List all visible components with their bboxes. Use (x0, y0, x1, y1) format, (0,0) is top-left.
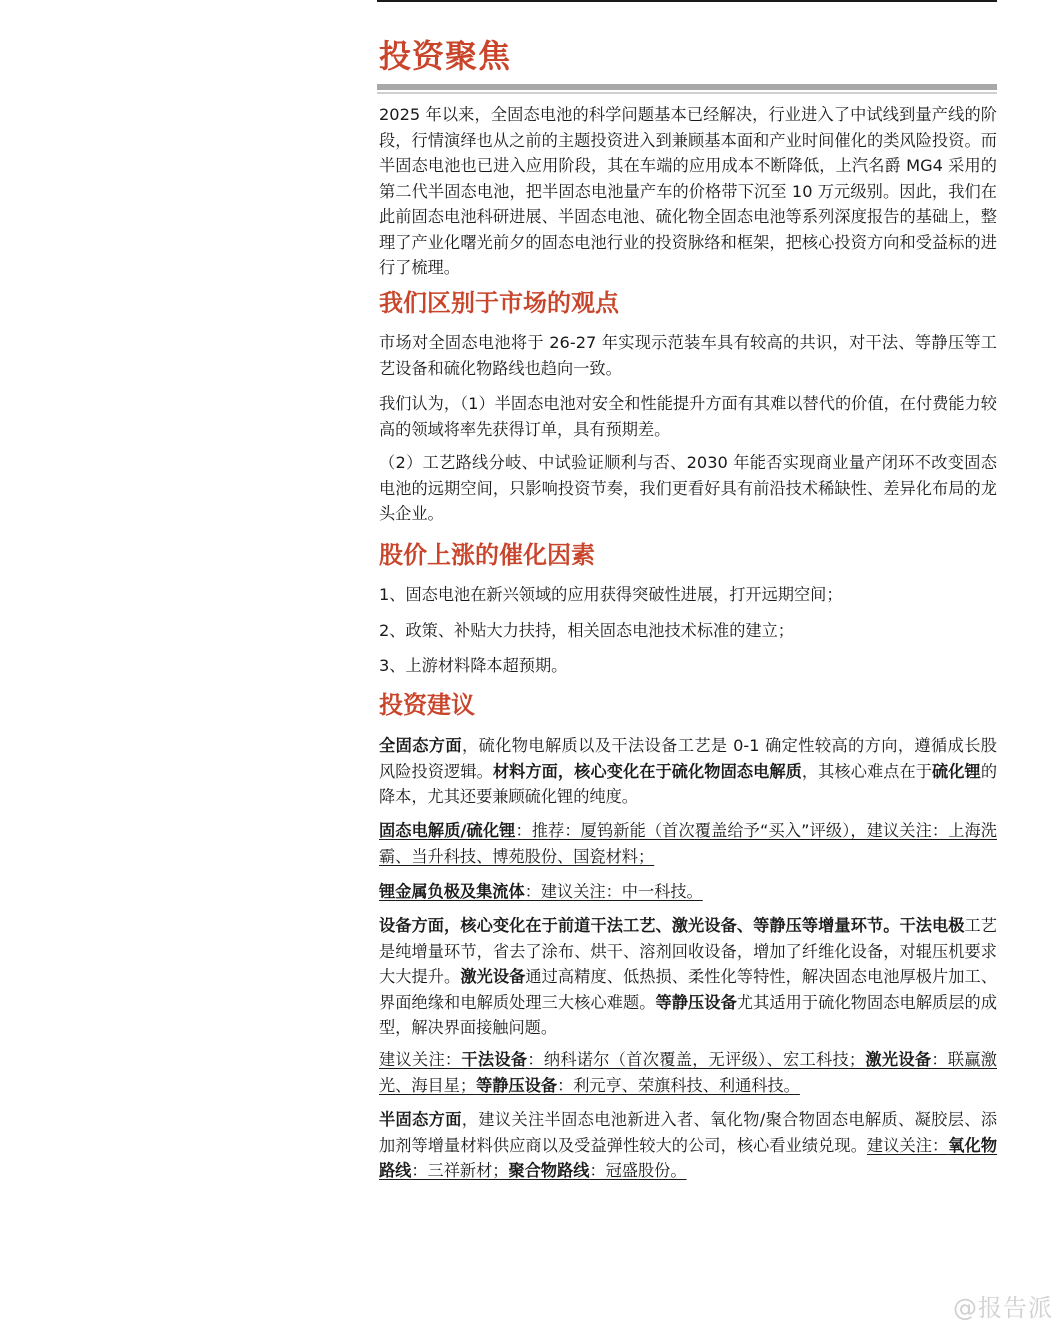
advice-electrolyte-paragraph (379, 818, 997, 869)
catalyst-item-3: 3、上游材料降本超预期。 (379, 656, 568, 675)
text-run: 的降本，尤其还要兼顾硫化锂的纯度。 (379, 761, 998, 806)
advice-semi-paragraph (379, 1107, 997, 1184)
advice-solid-paragraph (379, 733, 997, 810)
page-title: 投资聚焦 (379, 37, 512, 75)
bold-term: 锂金属负极及集流体 (379, 882, 525, 901)
bold-term: 材料方面，核心变化在于硫化物固态电解质 (492, 761, 802, 781)
catalyst-item-2: 2、政策、补贴大力扶持，相关固态电池技术标准的建立； (379, 621, 794, 640)
bold-term: 激光设备 (865, 1050, 932, 1069)
text-run: ：联赢激光、海目星； (379, 1050, 997, 1095)
view-paragraph-1: 市场对全固态电池将于 26-27 年实现示范装车具有较高的共识，对干法、等静压等工艺设备和硫化物路线也趋向一致。 (379, 333, 997, 378)
text-run: ，硫化物电解质以及干法设备工艺是 0-1 确定性较高的方向，遵循成长股风险投资逻辑。 (379, 736, 997, 781)
intro-paragraph: 2025 年以来，全固态电池的科学问题基本已经解决，行业进入了中试线到量产线的阶段，行情演绎也从之前的主题投资进入到兼顾基本面和产业时间催化的类风险投资。而半固态电池也已进入应用阶段，其在车端的应用成本不断降低，上汽名爵 MG4 采用的第二代半固态电池，把半固态电池量产车的价格带下沉至 10 万元级别。因此，我们在此前固态电池科研进展、半固态电池、硫化物全固态电池等系列深度报告的基础上，整理了产业化曙光前夕的固态电池行业的投资脉络和框架，把核心投资方向和受益标的进行了梳理。 (379, 105, 997, 277)
section-heading-advice: 投资建议 (379, 691, 475, 719)
text-run: ：冠盛股份。 (589, 1161, 687, 1180)
section-heading-view: 我们区别于市场的观点 (379, 289, 619, 317)
title-divider-thin (377, 92, 997, 94)
text-run: ：利元亨、荣旗科技、利通科技。 (557, 1075, 800, 1095)
text-run: 通过高精度、低热损、柔性化等特性，解决固态电池厚极片加工、界面绝缘和电解质处理三大核心难题。 (379, 967, 998, 1012)
text-run: ：三祥新材； (411, 1161, 509, 1180)
bold-term: 等静压设备 (476, 1075, 558, 1095)
bold-term: 全固态方面 (379, 736, 462, 755)
bold-term: 半固态方面 (379, 1110, 462, 1129)
advice-equipment-paragraph (379, 913, 997, 1041)
view-paragraph-2: 我们认为，（1）半固态电池对安全和性能提升方面有其难以替代的价值，在付费能力较高的领域将率先获得订单，具有预期差。 (379, 394, 997, 439)
catalyst-item-1: 1、固态电池在新兴领域的应用获得突破性进展，打开远期空间； (379, 585, 843, 604)
text-run: ：建议关注：中一科技。 (524, 882, 703, 901)
text-run: 建议关注： (379, 1050, 462, 1069)
bold-term: 固态电解质/硫化锂 (379, 821, 516, 840)
text-run: ，建议关注半固态电池新进入者、氧化物/聚合物固态电解质、凝胶层、添加剂等增量材料供应商以及受益弹性较大的公司，核心看业绩兑现。 (379, 1110, 998, 1155)
title-divider (377, 84, 997, 90)
advice-equipment-picks-paragraph (379, 1047, 997, 1098)
text-run: ，其核心难点在于 (801, 761, 933, 781)
bold-term: 聚合物路线 (508, 1161, 590, 1180)
top-rule (377, 0, 997, 2)
text-run: ：推荐：厦钨新能（首次覆盖给予“买入”评级），建议关注：上海洗霸、当升科技、博苑股份、国瓷材料； (379, 821, 997, 866)
bold-term: 硫化锂 (932, 761, 981, 781)
bold-term: 干法设备 (461, 1050, 528, 1069)
view-paragraph-3: （2）工艺路线分岐、中试验证顺利与否、2030 年能否实现商业量产闭环不改变固态电池的远期空间，只影响投资节奏，我们更看好具有前沿技术稀缺性、差异化布局的龙头企业。 (379, 453, 997, 523)
bold-term: 设备方面，核心变化在于前道干法工艺、激光设备、等静压等增量环节。干法电极 (379, 916, 965, 935)
watermark: @报告派 (953, 1294, 1053, 1322)
bold-term: 氧化物路线 (379, 1135, 998, 1180)
text-run: ：纳科诺尔（首次覆盖，无评级）、宏工科技； (527, 1050, 866, 1069)
bold-term: 等静压设备 (655, 992, 737, 1012)
text-run: 建议关注： (866, 1135, 949, 1155)
text-run: 工艺是纯增量环节，省去了涂布、烘干、溶剂回收设备，增加了纤维化设备，对辊压机要求大大提升。 (379, 916, 997, 986)
text-run: 尤其适用于硫化物固态电解质层的成型，解决界面接触问题。 (379, 992, 998, 1037)
advice-anode-paragraph (379, 879, 997, 905)
section-heading-catalyst: 股价上涨的催化因素 (379, 541, 595, 569)
bold-term: 激光设备 (460, 967, 526, 986)
